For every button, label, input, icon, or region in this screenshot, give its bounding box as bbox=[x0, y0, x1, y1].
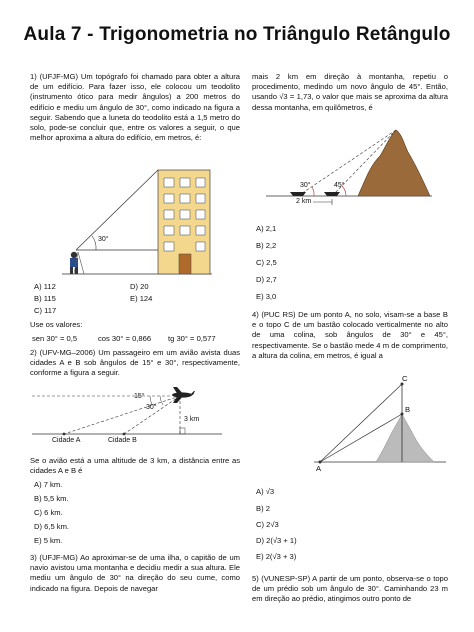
q1-value-cos: cos 30° = 0,866 bbox=[98, 334, 152, 343]
q1-angle-label: 30° bbox=[98, 236, 109, 243]
q3-angle-2-label: 45° bbox=[334, 182, 345, 189]
q1-value-sin: sen 30° = 0,5 bbox=[32, 334, 78, 343]
q1-option-d[interactable]: D) 20 bbox=[130, 282, 149, 291]
q2-height-label: 3 km bbox=[184, 416, 200, 423]
q4-point-a-label: A bbox=[316, 464, 322, 473]
q2-question: Se o avião está a uma altitude de 3 km, a distância entre as cidades A e B é bbox=[30, 456, 240, 476]
q4-point-b-label: B bbox=[405, 405, 411, 414]
question-3-text: 3) (UFJF-MG) Ao aproximar-se de uma ilha, o capitão de um navio avistou uma montanha e decidiu medir a sua altura. Ele mediu um ângulo de 30° na direção do seu cume, como indicado na figura. Depois de navegar bbox=[30, 553, 240, 593]
q2-option-c[interactable]: C) 6 km. bbox=[34, 508, 63, 517]
q4-option-d[interactable]: D) 2(√3 + 1) bbox=[256, 536, 297, 545]
q4-option-a[interactable]: A) √3 bbox=[256, 487, 275, 496]
q2-option-d[interactable]: D) 6,5 km. bbox=[34, 522, 70, 531]
q2-option-e[interactable]: E) 5 km. bbox=[34, 536, 63, 545]
q1-option-e[interactable]: E) 124 bbox=[130, 294, 153, 303]
q2-option-a[interactable]: A) 7 km. bbox=[34, 480, 63, 489]
q1-option-c[interactable]: C) 117 bbox=[34, 306, 57, 315]
q2-city-a-label: Cidade A bbox=[52, 437, 81, 444]
question-4-text: 4) (PUC RS) De um ponto A, no solo, visam-se a base B e o topo C de um bastão colocado verticalmente no alto de uma colina, sob ângulos de 30° e 45°, respectivamente. Se o bastão mede 4 m de comprimento, a altura da colina, em metros, é igual a bbox=[252, 310, 448, 360]
q2-city-b-label: Cidade B bbox=[108, 437, 137, 444]
q3-option-b[interactable]: B) 2,2 bbox=[256, 241, 277, 250]
q1-option-a[interactable]: A) 112 bbox=[34, 282, 56, 291]
question-2-text: 2) (UFV-MG–2006) Um passageiro em um avião avista duas cidades A e B sob ângulos de 15° e 30°, respectivamente, conforme a figura a seguir. bbox=[30, 348, 240, 378]
q2-angle-a-label: 15° bbox=[134, 393, 145, 400]
q1-option-b[interactable]: B) 115 bbox=[34, 294, 56, 303]
q4-point-c-label: C bbox=[402, 374, 408, 383]
q3-option-c[interactable]: C) 2,5 bbox=[256, 258, 277, 267]
q4-option-e[interactable]: E) 2(√3 + 3) bbox=[256, 552, 297, 561]
q3-mountain-figure bbox=[262, 126, 438, 210]
q3-option-d[interactable]: D) 2,7 bbox=[256, 275, 277, 284]
q3-angle-1-label: 30° bbox=[300, 182, 311, 189]
q3-option-e[interactable]: E) 3,0 bbox=[256, 292, 277, 301]
q1-value-tg: tg 30° = 0,577 bbox=[168, 334, 216, 343]
q4-option-b[interactable]: B) 2 bbox=[256, 504, 270, 513]
q4-hill-figure bbox=[312, 378, 452, 470]
q3-option-a[interactable]: A) 2,1 bbox=[256, 224, 277, 233]
question-5-text: 5) (VUNESP-SP) A partir de um ponto, observa-se o topo de um prédio sob um ângulo de 30°. Caminhando 23 m em direção ao prédio, atingimos outro ponto de bbox=[252, 574, 448, 604]
q2-option-b[interactable]: B) 5,5 km. bbox=[34, 494, 69, 503]
page-title: Aula 7 - Trigonometria no Triângulo Retângulo bbox=[23, 24, 451, 45]
q3-continuation: mais 2 km em direção à montanha, repetiu o procedimento, medindo um novo ângulo de 45°. Então, usando √3 = 1,73, o valor que mais se aproxima da altura dessa montanha, em quilômetros, é bbox=[252, 72, 448, 112]
q1-building-figure bbox=[62, 168, 222, 278]
q3-distance-label: 2 km bbox=[296, 198, 312, 205]
q2-angle-b-label: 30° bbox=[146, 404, 157, 411]
question-1-text: 1) (UFJF-MG) Um topógrafo foi chamado para obter a altura de um edifício. Para fazer isso, ele colocou um teodolito (instrumento ótico para medir ângulos) a 200 metros do edifício e mediu um ângulo de 30°, como indicado na figura a seguir. Sabendo que a luneta do teodolito está a 1,5 metro do solo, pode-se concluir que, entre os valores a seguir, o que melhor aproxima a altura do edifício, em metros, é: bbox=[30, 72, 240, 143]
q1-uses-label: Use os valores: bbox=[30, 320, 83, 329]
q4-option-c[interactable]: C) 2√3 bbox=[256, 520, 279, 529]
